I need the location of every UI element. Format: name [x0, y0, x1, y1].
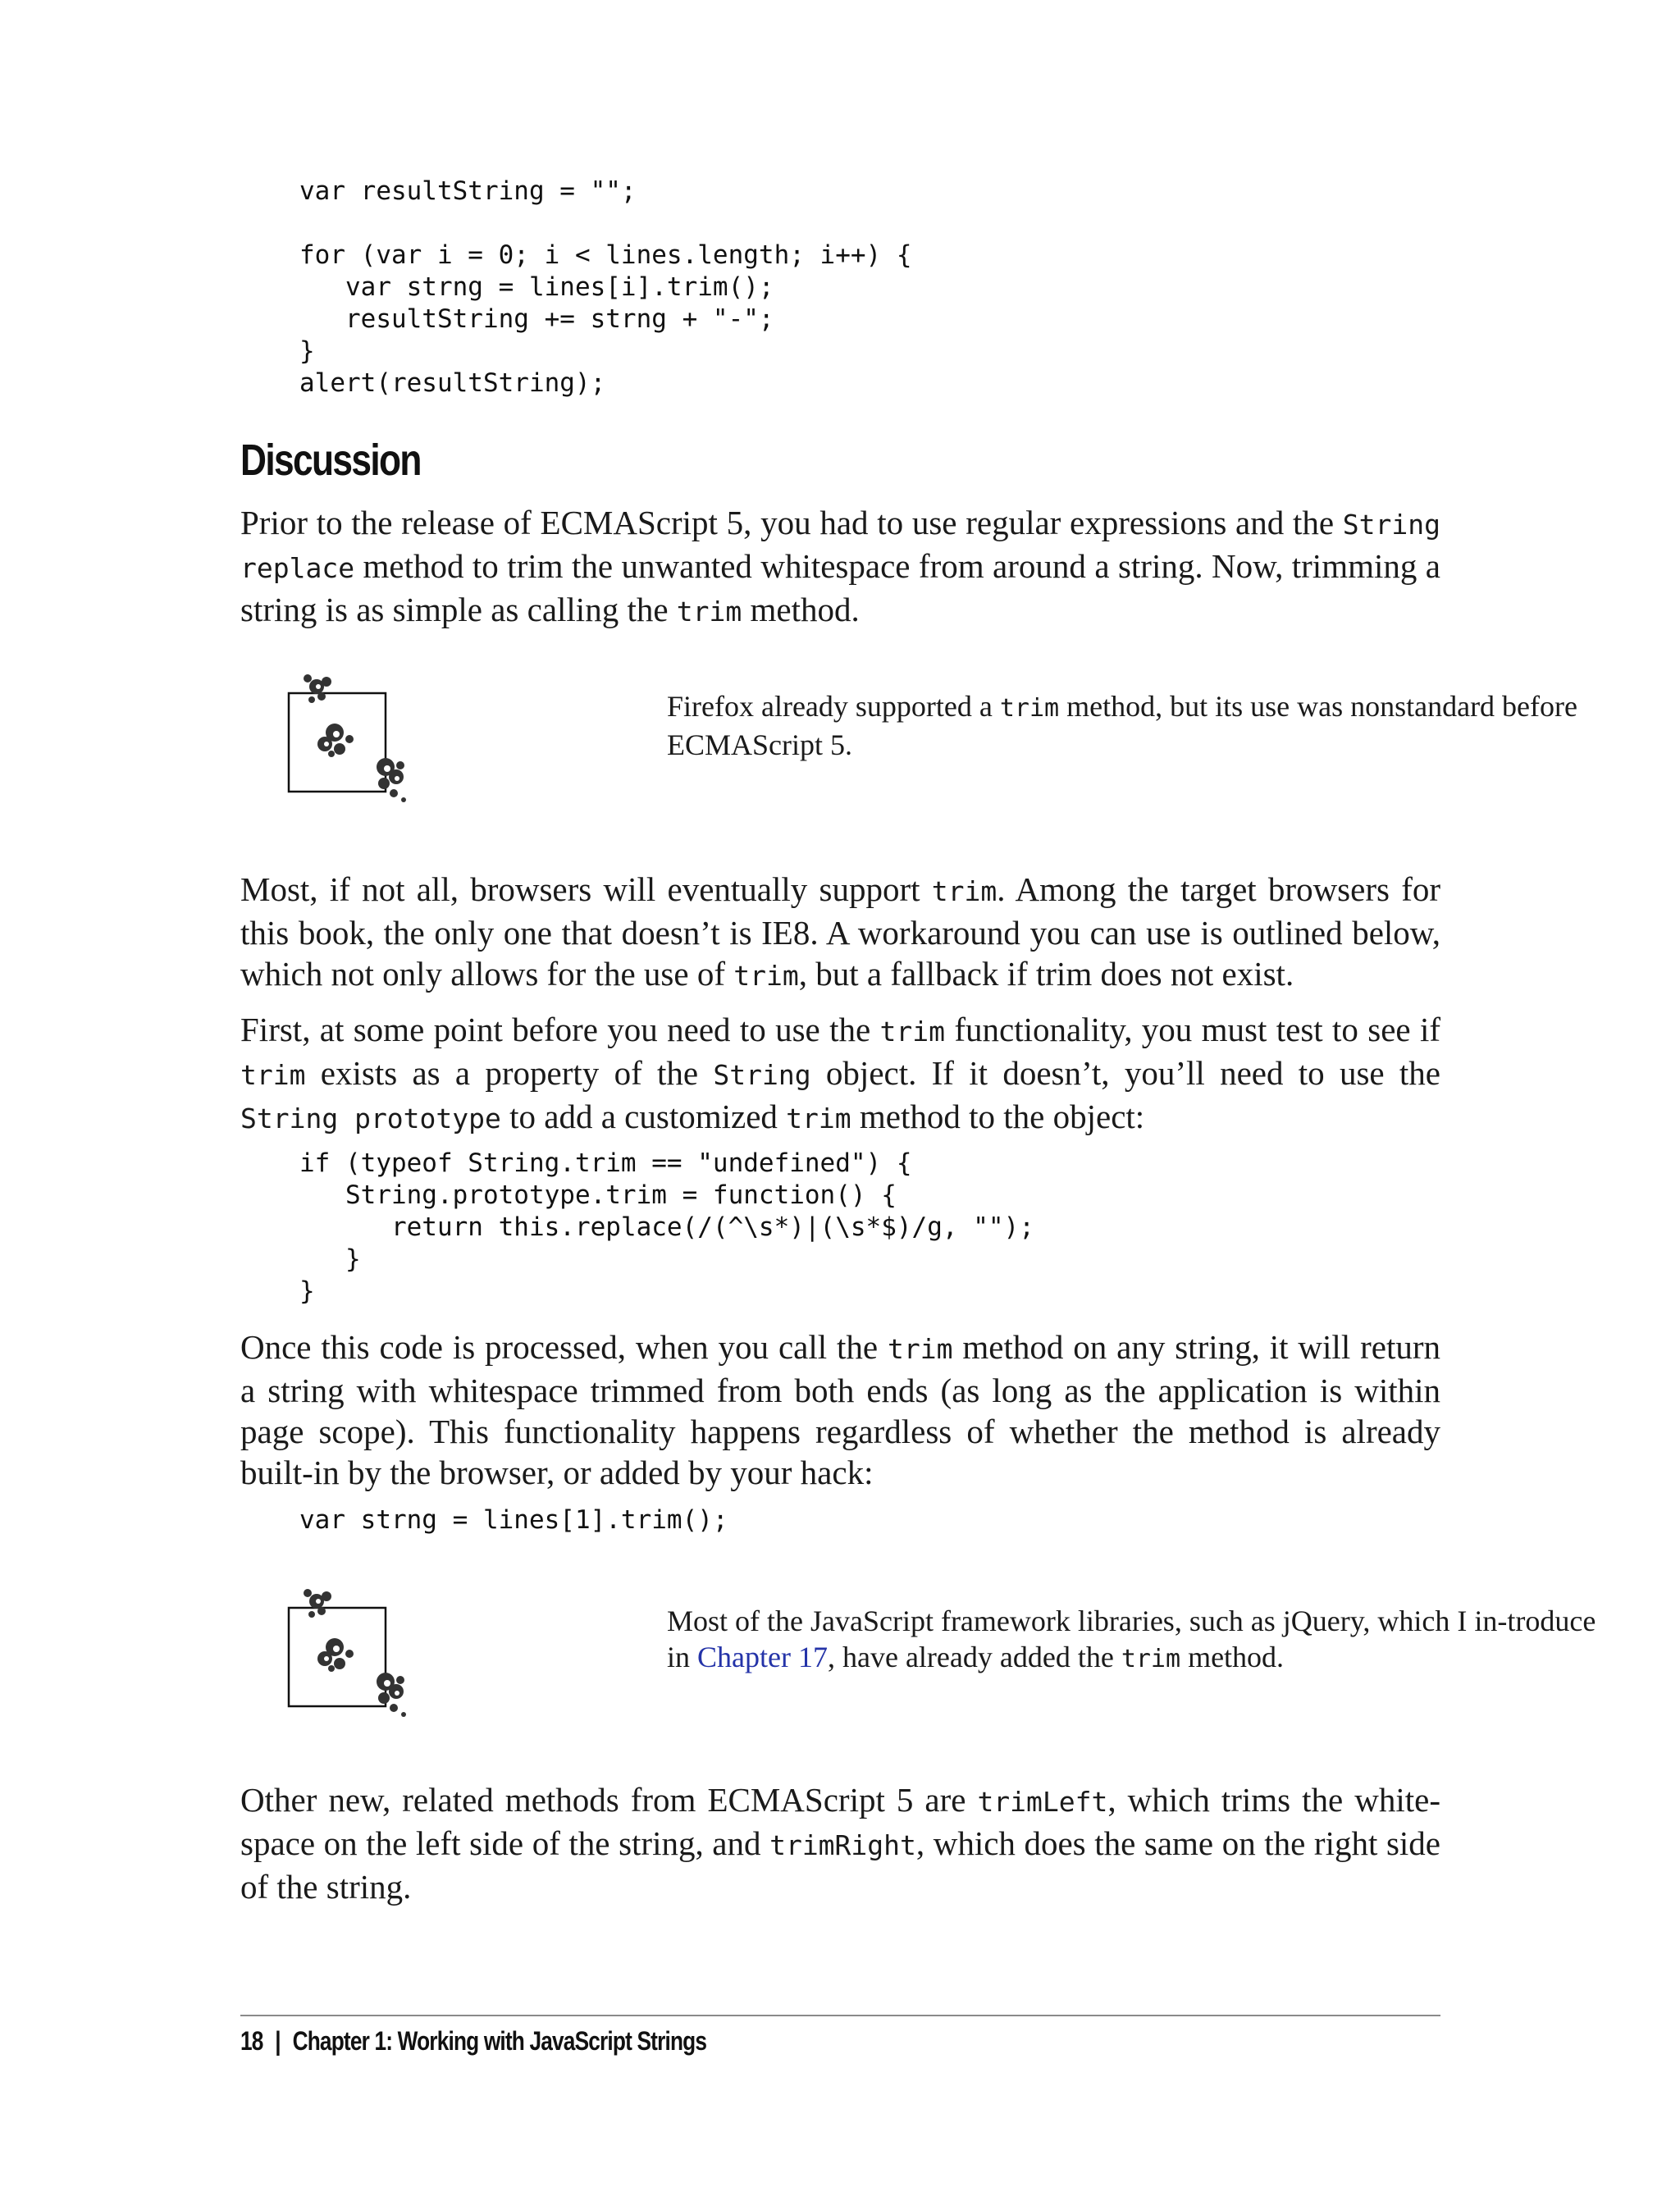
inline-code-trim: trim — [733, 960, 799, 992]
paragraph-first-test: First, at some point before you need to use the trim functionality, you must test to see if trim exists as a property of the String object. If it doesn’t, you’ll need to use the String prototype to add a customized trim method to the object: — [240, 1011, 1440, 1135]
chapter-17-link[interactable]: Chapter 17 — [697, 1641, 828, 1673]
inline-code-string-prototype: String prototype — [240, 1102, 501, 1134]
inline-code-trim: trim — [1121, 1645, 1181, 1673]
page-number: 18 — [240, 2026, 263, 2056]
inline-code-trim: trim — [786, 1102, 851, 1134]
inline-code-string: String — [1342, 509, 1440, 541]
code-block-result-string: var resultString = ""; for (var i = 0; i < lines.length; i++) { var strng = lines[i].trim(); resultString += strng + "-"; } alert(resultString); — [299, 176, 912, 398]
inline-code-replace: replace — [240, 552, 355, 584]
chapter-title: Chapter 1: Working with JavaScript Strings — [292, 2026, 707, 2056]
inline-code-trim: trim — [931, 875, 998, 907]
inline-code-trim: trim — [888, 1333, 953, 1365]
inline-code-trim: trim — [240, 1059, 306, 1091]
paragraph-browsers-support: Most, if not all, browsers will eventually support trim. Among the target browsers for this book, the only one that doesn’t is IE8. A workaround you can use is outlined below, which not only allows for the use of trim, but a fallback if trim does not exist. — [240, 870, 1441, 993]
note-box-frameworks — [285, 1583, 1596, 1727]
code-block-trim-polyfill: if (typeof String.trim == "undefined") { String.prototype.trim = function() { return this.replace(/(^\s*)|(\s*$)/g, ""); } } — [299, 1148, 1034, 1306]
inline-code-string: String — [713, 1059, 811, 1091]
inline-code-trim: trim — [676, 596, 742, 628]
paragraph-other-methods: Other new, related methods from ECMAScript 5 are trimLeft, which trims the white-space on the left side of the string, and trimRight, which does the same on the right side of the string. — [240, 1781, 1440, 1906]
inline-code-trimright: trimRight — [769, 1829, 916, 1861]
note-text-frameworks: Most of the JavaScript framework libraries, such as jQuery, which I in-troduce in Chapter 17, have already added the trim method. — [667, 1605, 1596, 1673]
code-block-trim-call: var strng = lines[1].trim(); — [299, 1505, 728, 1535]
note-text-firefox: Firefox already supported a trim method, but its use was nonstandard before ECMAScript 5. — [667, 690, 1577, 761]
page-footer — [240, 2026, 706, 2057]
note-box-firefox — [285, 669, 1577, 812]
paragraph-prior-release: Prior to the release of ECMAScript 5, you had to use regular expressions and the String replace method to trim the unwanted whitespace from around a string. Now, trimming a string is as simple as calling the trim method. — [240, 504, 1440, 628]
inline-code-trim: trim — [879, 1016, 946, 1048]
inline-code-trimleft: trimLeft — [977, 1786, 1108, 1818]
footer-separator: | — [275, 2026, 281, 2056]
footer-divider — [240, 2015, 1440, 2016]
inline-code-trim: trim — [999, 694, 1060, 723]
book-page — [240, 0, 1596, 2205]
tip-note-icon — [285, 1583, 425, 1727]
paragraph-once-processed: Once this code is processed, when you call the trim method on any string, it will return a string with whitespace trimmed from both ends (as long as the application is within page scope). This functionality happens regardless of whether the method is already built-in by the browser, or added by your hack: — [240, 1328, 1441, 1491]
tip-note-icon — [285, 669, 425, 812]
section-heading: Discussion — [240, 436, 421, 485]
